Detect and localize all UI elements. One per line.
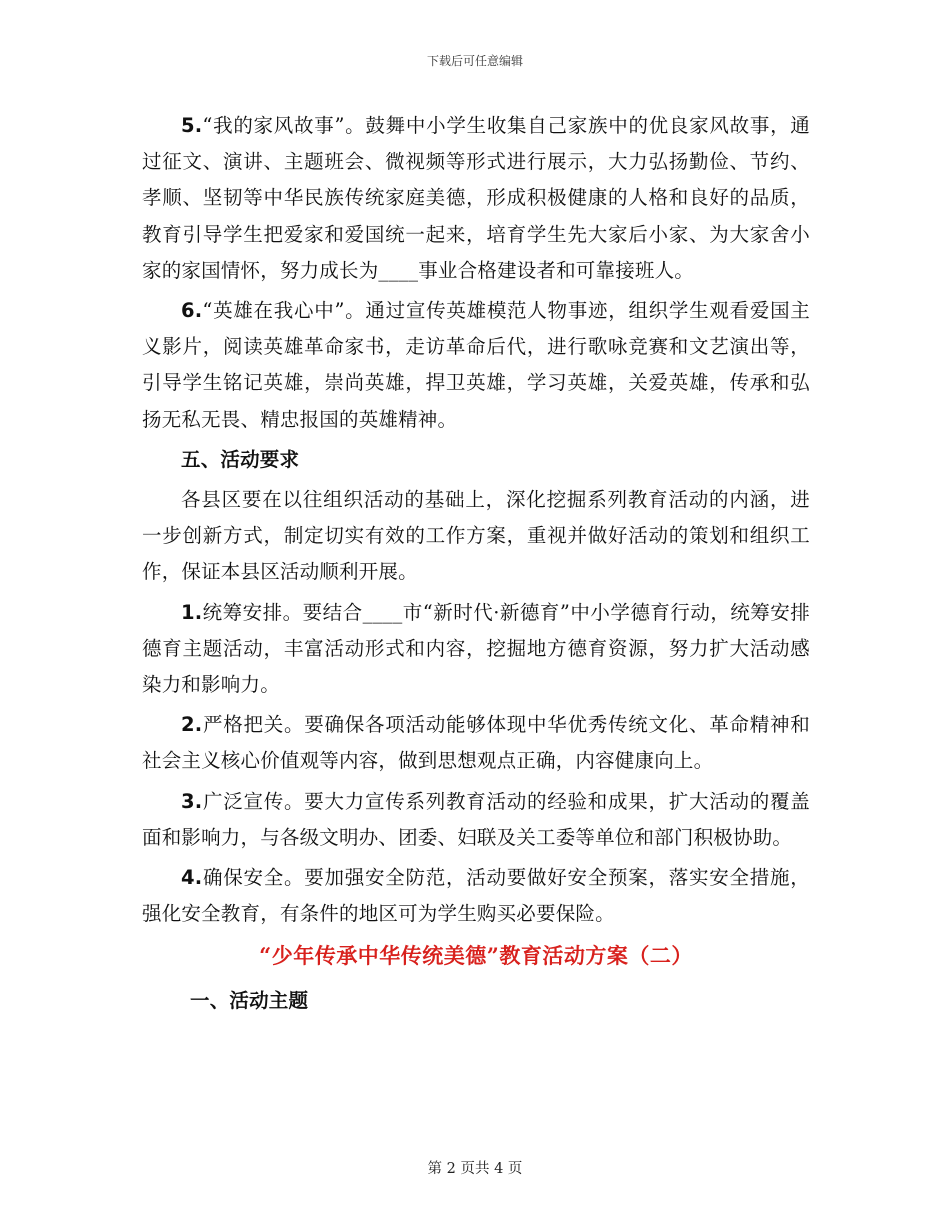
document-body (142, 108, 810, 1019)
item-number: 5. (181, 114, 203, 137)
list-item-6 (142, 293, 810, 438)
item-number: 3. (181, 789, 203, 813)
item-number: 6. (181, 299, 203, 323)
item-number: 1. (181, 600, 203, 624)
page-footer: 第 2 页共 4 页 (427, 1161, 523, 1177)
requirement-item-3 (142, 784, 810, 856)
section-heading-1: 一、活动主题 (190, 988, 309, 1012)
list-item-5 (142, 108, 810, 289)
requirement-item-4 (142, 860, 810, 932)
item-number: 2. (181, 713, 203, 737)
item-text: “我的家风故事”。鼓舞中小学生收集自己家族中的优良家风故事，通过征文、演讲、主题班会、微视频等形式进行展示，大力弘扬勤俭、节约、孝顺、坚韧等中华民族传统家庭美德，形成积极健康的人格和良好的品质，教育引导学生把爱家和爱国统一起来，培育学生先大家后小家、为大家舍小家的家国情怀，努力成长为____事业合格建设者和可靠接班人。 (142, 114, 810, 282)
requirement-item-2 (142, 707, 810, 779)
requirement-item-1 (142, 595, 810, 704)
item-text: 统筹安排。要结合____市“新时代·新德育”中小学德育行动，统筹安排德育主题活动，丰富活动形式和内容，挖掘地方德育资源，努力扩大活动感染力和影响力。 (142, 600, 810, 697)
document-title: “少年传承中华传统美德”教育活动方案（二） (259, 943, 693, 969)
item-text: 广泛宣传。要大力宣传系列教育活动的经验和成果，扩大活动的覆盖面和影响力，与各级文明办、团委、妇联及关工委等单位和部门积极协助。 (142, 789, 810, 849)
section-heading-5: 五、活动要求 (181, 447, 300, 471)
section-intro: 各县区要在以往组织活动的基础上，深化挖掘系列教育活动的内涵，进一步创新方式，制定切实有效的工作方案，重视并做好活动的策划和组织工作，保证本县区活动顺利开展。 (142, 488, 810, 584)
page-header: 下载后可任意编辑 (426, 54, 523, 68)
item-text: “英雄在我心中”。通过宣传英雄模范人物事迹，组织学生观看爱国主义影片，阅读英雄革命家书，走访革命后代，进行歌咏竞赛和文艺演出等，引导学生铭记英雄，崇尚英雄，捍卫英雄，学习英雄，关爱英雄，传承和弘扬无私无畏、精忠报国的英雄精神。 (142, 299, 810, 431)
item-number: 4. (181, 866, 203, 890)
item-text: 确保安全。要加强安全防范，活动要做好安全预案，落实安全措施，强化安全教育，有条件的地区可为学生购买必要保险。 (142, 866, 810, 926)
item-text: 严格把关。要确保各项活动能够体现中华优秀传统文化、革命精神和社会主义核心价值观等内容，做到思想观点正确，内容健康向上。 (142, 713, 810, 773)
